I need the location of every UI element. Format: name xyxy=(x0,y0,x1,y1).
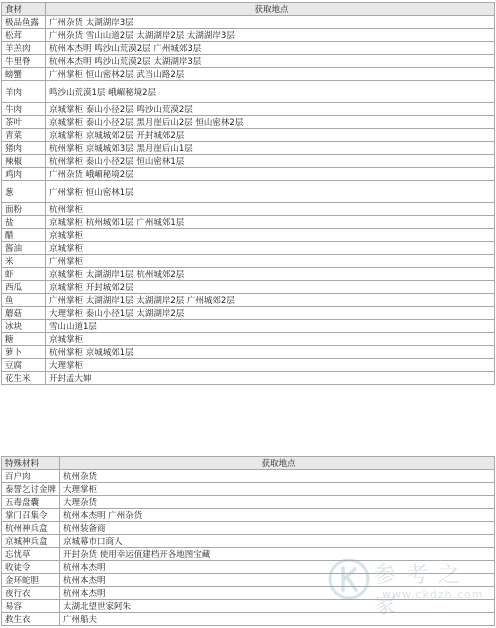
name-cell: 京城神兵盒 xyxy=(2,535,60,548)
table-row xyxy=(2,483,495,496)
name-cell: 花生米 xyxy=(2,372,46,385)
table-row xyxy=(2,55,495,68)
location-cell: 杭州本杰明 广州杂货 xyxy=(60,509,495,522)
table-row xyxy=(2,16,495,29)
table-row xyxy=(2,103,495,116)
table-row xyxy=(2,470,495,483)
table-row xyxy=(2,216,495,229)
name-cell: 豆腐 xyxy=(2,359,46,372)
table-row xyxy=(2,268,495,281)
table-header-row xyxy=(2,457,495,470)
name-cell: 虾 xyxy=(2,268,46,281)
name-cell: 蘑菇 xyxy=(2,307,46,320)
name-cell: 酱油 xyxy=(2,242,46,255)
location-cell: 广州掌柜 xyxy=(46,255,495,268)
name-cell: 极品鱼露 xyxy=(2,16,46,29)
name-cell: 青菜 xyxy=(2,129,46,142)
name-cell: 救生衣 xyxy=(2,613,60,626)
name-cell: 夜行衣 xyxy=(2,587,60,600)
location-cell: 京城掌柜 开封城郊2层 xyxy=(46,281,495,294)
location-column-header: 获取地点 xyxy=(60,457,495,470)
table-row xyxy=(2,281,495,294)
location-cell: 大理掌柜 xyxy=(46,359,495,372)
location-cell: 广州杂货 雪山山道2层 太湖湖岸2层 太湖湖岸3层 xyxy=(46,29,495,42)
table-row xyxy=(2,181,495,203)
table-row xyxy=(2,600,495,613)
name-cell: 鸡肉 xyxy=(2,168,46,181)
location-cell: 杭州本杰明 xyxy=(60,561,495,574)
location-cell: 京城掌柜 xyxy=(46,229,495,242)
location-cell: 杭州本杰明 鸣沙山荒漠2层 广州城郊3层 xyxy=(46,42,495,55)
location-cell: 广州掌柜 恒山密林2层 武当山路2层 xyxy=(46,68,495,81)
name-cell: 收徒令 xyxy=(2,561,60,574)
location-cell: 广州杂货 峨嵋秘境2层 xyxy=(46,168,495,181)
location-cell: 杭州本杰明 鸣沙山荒漠2层 太湖湖岸3层 xyxy=(46,55,495,68)
table-row xyxy=(2,294,495,307)
food-ingredients-table xyxy=(1,2,495,385)
name-cell: 牛肉 xyxy=(2,103,46,116)
name-cell: 百户肉 xyxy=(2,470,60,483)
location-cell: 京城掌柜 xyxy=(46,333,495,346)
table-row xyxy=(2,372,495,385)
name-cell: 辣椒 xyxy=(2,155,46,168)
location-cell: 京城掌柜 杭州城郊1层 广州城郊1层 xyxy=(46,216,495,229)
name-cell: 忘忧草 xyxy=(2,548,60,561)
location-cell: 京城掌柜 xyxy=(46,242,495,255)
location-cell: 杭州本杰明 xyxy=(60,574,495,587)
table-row xyxy=(2,68,495,81)
location-cell: 鸣沙山荒漠1层 峨嵋秘境2层 xyxy=(46,81,495,103)
table-row xyxy=(2,587,495,600)
ingredient-column-header: 食材 xyxy=(2,3,46,16)
table-row xyxy=(2,129,495,142)
location-cell: 广州掌柜 太湖湖岸1层 太湖湖岸2层 广州城郊2层 xyxy=(46,294,495,307)
location-cell: 大理掌柜 xyxy=(60,483,495,496)
name-cell: 茶叶 xyxy=(2,116,46,129)
table-row xyxy=(2,574,495,587)
location-cell: 广州船夫 xyxy=(60,613,495,626)
location-cell: 广州杂货 太湖湖岸3层 xyxy=(46,16,495,29)
name-cell: 萝卜 xyxy=(2,346,46,359)
location-cell: 大理掌柜 泰山小径1层 太湖湖岸2层 xyxy=(46,307,495,320)
name-cell: 西瓜 xyxy=(2,281,46,294)
location-cell: 杭州掌柜 京城城郊1层 xyxy=(46,346,495,359)
location-cell: 京城掌柜 京城城郊2层 开封城郊2层 xyxy=(46,129,495,142)
table-row xyxy=(2,255,495,268)
name-cell: 鱼 xyxy=(2,294,46,307)
table-row xyxy=(2,613,495,626)
table-row xyxy=(2,359,495,372)
name-cell: 五毒盘囊 xyxy=(2,496,60,509)
location-cell: 京城掌柜 泰山小径2层 黑月崖后山2层 恒山密林2层 xyxy=(46,116,495,129)
table-row xyxy=(2,535,495,548)
table-row xyxy=(2,142,495,155)
location-cell: 京城掌柜 太湖湖岸1层 杭州城郊2层 xyxy=(46,268,495,281)
name-cell: 糖 xyxy=(2,333,46,346)
table-row xyxy=(2,333,495,346)
table-row xyxy=(2,522,495,535)
table-row xyxy=(2,496,495,509)
location-cell: 杭州装备商 xyxy=(60,522,495,535)
name-cell: 面粉 xyxy=(2,203,46,216)
name-cell: 松茸 xyxy=(2,29,46,42)
watermark-title: 参考之家 xyxy=(374,563,471,619)
location-cell: 开封杂货 使用幸运值建档开各地图宝藏 xyxy=(60,548,495,561)
location-cell: 杭州掌柜 泰山小径2层 恒山密林1层 xyxy=(46,155,495,168)
location-cell: 杭州杂货 xyxy=(60,470,495,483)
table-row xyxy=(2,346,495,359)
name-cell: 葱 xyxy=(2,181,46,203)
table-row xyxy=(2,168,495,181)
special-materials-table xyxy=(1,456,495,626)
table-row xyxy=(2,155,495,168)
name-cell: 杭州神兵盒 xyxy=(2,522,60,535)
table-row xyxy=(2,81,495,103)
table-row xyxy=(2,42,495,55)
name-cell: 猪肉 xyxy=(2,142,46,155)
location-cell: 京城掌柜 泰山小径2层 鸣沙山荒漠2层 xyxy=(46,103,495,116)
name-cell: 牛里脊 xyxy=(2,55,46,68)
table-row xyxy=(2,548,495,561)
name-cell: 易容 xyxy=(2,600,60,613)
location-cell: 杭州掌柜 京城城郊3层 黑月崖后山1层 xyxy=(46,142,495,155)
table-row xyxy=(2,561,495,574)
table-row xyxy=(2,320,495,333)
name-cell: 米 xyxy=(2,255,46,268)
table-row xyxy=(2,203,495,216)
table-row xyxy=(2,29,495,42)
table-header-row xyxy=(2,3,495,16)
name-cell: 醋 xyxy=(2,229,46,242)
name-cell: 盐 xyxy=(2,216,46,229)
name-cell: 冰块 xyxy=(2,320,46,333)
location-column-header: 获取地点 xyxy=(46,3,495,16)
name-cell: 掌门召集令 xyxy=(2,509,60,522)
location-cell: 开封孟大婶 xyxy=(46,372,495,385)
location-cell: 太湖北望世家阿朱 xyxy=(60,600,495,613)
table-row xyxy=(2,229,495,242)
name-cell: 羊羔肉 xyxy=(2,42,46,55)
name-cell: 泰誓乞讨金牌 xyxy=(2,483,60,496)
watermark-url: www.ckdzh.com xyxy=(382,588,484,601)
location-cell: 杭州本杰明 xyxy=(60,587,495,600)
table-row xyxy=(2,307,495,320)
location-cell: 雪山山道1层 xyxy=(46,320,495,333)
location-cell: 杭州掌柜 xyxy=(46,203,495,216)
name-cell: 金环蛇胆 xyxy=(2,574,60,587)
table-row xyxy=(2,509,495,522)
location-cell: 广州掌柜 恒山密林1层 xyxy=(46,181,495,203)
table-row xyxy=(2,242,495,255)
table-row xyxy=(2,116,495,129)
name-cell: 螃蟹 xyxy=(2,68,46,81)
location-cell: 大理杂货 xyxy=(60,496,495,509)
material-column-header: 特殊材料 xyxy=(2,457,60,470)
location-cell: 京城幕市口商人 xyxy=(60,535,495,548)
name-cell: 羊肉 xyxy=(2,81,46,103)
